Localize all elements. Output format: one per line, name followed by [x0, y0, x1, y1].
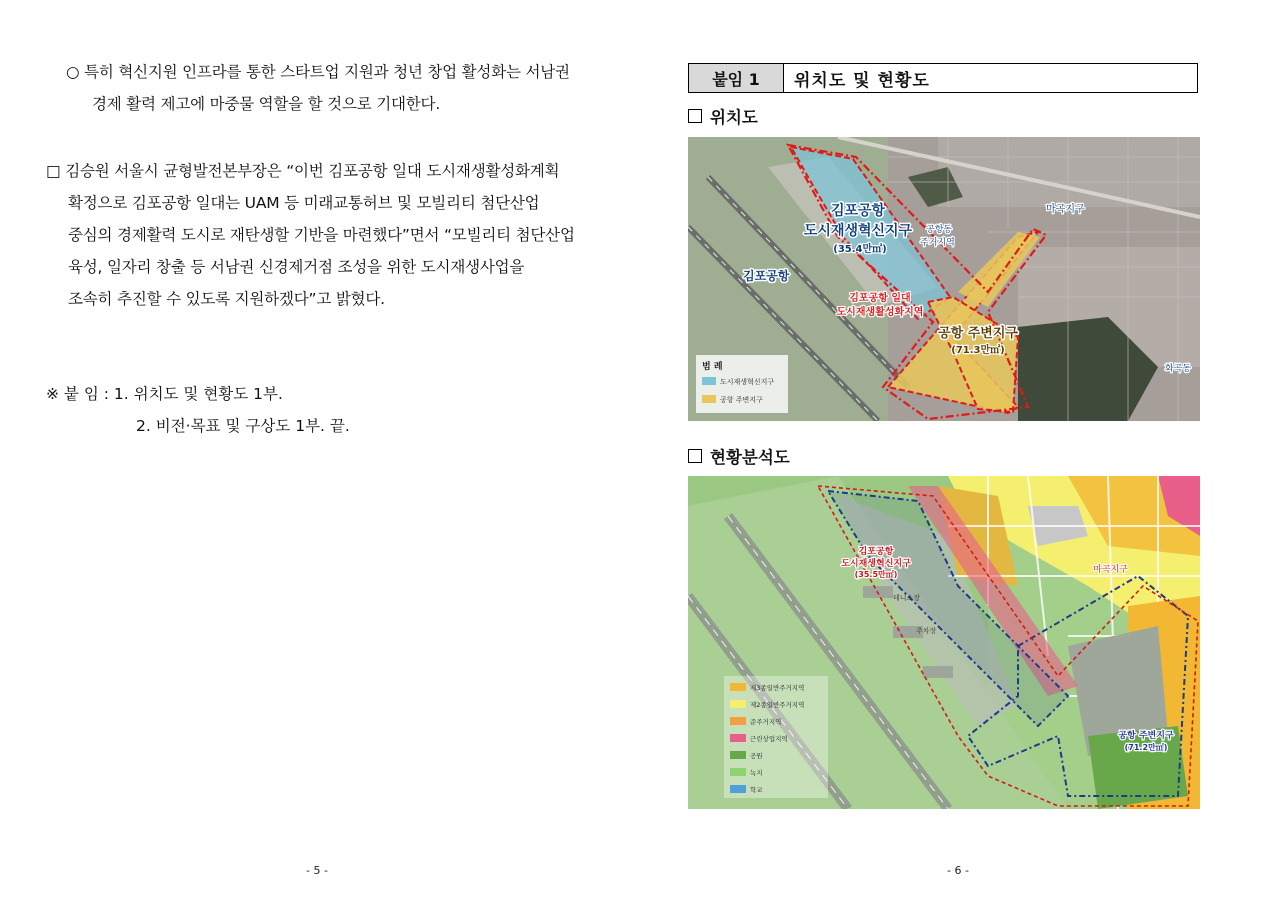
airport-label: 김포공항 [743, 269, 790, 283]
legend-swatch [730, 717, 746, 725]
legend-swatch [730, 785, 746, 793]
magok-label: 마곡지구 [1093, 565, 1128, 575]
legend-item [730, 683, 804, 692]
legend-swatch [730, 751, 746, 759]
paragraph-line: 확정으로 김포공항 일대는 UAM 등 미래교통허브 및 모빌리티 첨단산업 [68, 194, 540, 212]
surrounding-name-label: 공항 주변지구 [1118, 731, 1174, 741]
hwagok-label: 화곡동 [1164, 364, 1192, 374]
legend-swatch [730, 683, 746, 691]
legend-item [730, 734, 788, 743]
legend-swatch [702, 395, 716, 403]
status-analysis-map [688, 476, 1200, 809]
legend-label: 공원 [750, 752, 763, 760]
legend-label: 근린상업지역 [750, 735, 788, 743]
activation-area-label: 김포공항 일대 [849, 293, 911, 304]
paragraph-line: □ 김승원 서울시 균형발전본부장은 “이번 김포공항 일대 도시재생활성화계획 [46, 162, 560, 180]
surrounding-district-area-label: (71.3만㎡) [951, 345, 1005, 356]
legend-item [730, 717, 781, 726]
legend-label: 제3종일반주거지역 [750, 684, 805, 692]
paragraph-line: 경제 활력 제고에 마중물 역할을 할 것으로 기대한다. [92, 95, 441, 113]
innovation-district-label: 김포공항 [830, 203, 886, 219]
tennis-label: 테니스장 [893, 594, 921, 602]
circle-bullet-symbol: ○ [66, 63, 80, 81]
page-number: - 5 - [306, 864, 328, 877]
legend-swatch [730, 734, 746, 742]
paragraph-line: 육성, 일자리 창출 등 서남권 신경제거점 조성을 위한 도시재생사업을 [68, 258, 525, 276]
attachment-row [46, 378, 350, 410]
innovation-district-label2: 도시재생혁신지구 [803, 223, 913, 239]
legend-label: 학교 [750, 786, 763, 794]
right-page [640, 0, 1280, 905]
attachment-tag: 붙임 1 [689, 64, 784, 92]
innovation-district-area-label: (35.4만㎡) [833, 244, 887, 255]
magok-label: 마곡지구 [1046, 204, 1085, 215]
legend-swatch [730, 768, 746, 776]
legend-label: 준주거지역 [750, 718, 782, 726]
legend-item [730, 700, 804, 709]
section-heading-analysis: 현황분석도 [688, 444, 790, 468]
paragraph-line: 조속히 추진할 수 있도록 지원하겠다”고 밝혔다. [68, 290, 385, 308]
innovation-name-label: 김포공항 [858, 547, 894, 557]
parking-label: 주차장 [916, 627, 937, 635]
attachment-item: 2. 비전·목표 및 구상도 1부. 끝. [136, 417, 350, 435]
box-bullet-symbol: □ [46, 162, 61, 180]
innovation-area-label: (35.5만㎡) [854, 570, 898, 579]
zoning-legend [724, 676, 828, 798]
location-map [688, 137, 1200, 421]
page-number: - 6 - [947, 864, 969, 877]
attachments [46, 378, 350, 442]
attachment-title-box [688, 63, 1198, 93]
legend-swatch [730, 700, 746, 708]
checkbox-square-icon [688, 449, 702, 463]
legend-label: 제2종일반주거지역 [750, 701, 805, 709]
legend-label: 공항 주변지구 [720, 396, 763, 404]
residential-label: 주거지역 [920, 238, 955, 248]
paragraph-line: ○ 특히 혁신지원 인프라를 통한 스타트업 지원과 청년 창업 활성화는 서남권 [66, 63, 570, 81]
box-bullet-paragraph [46, 155, 606, 315]
activation-area-label2: 도시재생활성화지역 [836, 307, 924, 318]
paragraph-line: 중심의 경제활력 도시로 재탄생할 기반을 마련했다”면서 “모빌리티 첨단산업 [68, 226, 575, 244]
circle-bullet-paragraph [66, 56, 614, 120]
legend-swatch [702, 377, 716, 385]
surrounding-area-label: (71.2만㎡) [1124, 743, 1168, 752]
attachment-title: 위치도 및 현황도 [794, 70, 930, 91]
checkbox-square-icon [688, 109, 702, 123]
gonghang-dong-label: 공항동 [926, 225, 953, 235]
legend-title: 범 례 [702, 362, 723, 372]
section-heading-location: 위치도 [688, 104, 758, 128]
attachment-marker: ※ 붙 임 : [46, 385, 109, 403]
location-map-legend [696, 355, 788, 413]
innovation-name-label2: 도시재생혁신지구 [841, 559, 911, 569]
legend-label: 도시재생혁신지구 [720, 378, 775, 386]
legend-label: 녹지 [750, 769, 763, 777]
attachment-item: 1. 위치도 및 현황도 1부. [113, 385, 283, 403]
surrounding-district-label: 공항 주변지구 [938, 326, 1018, 341]
